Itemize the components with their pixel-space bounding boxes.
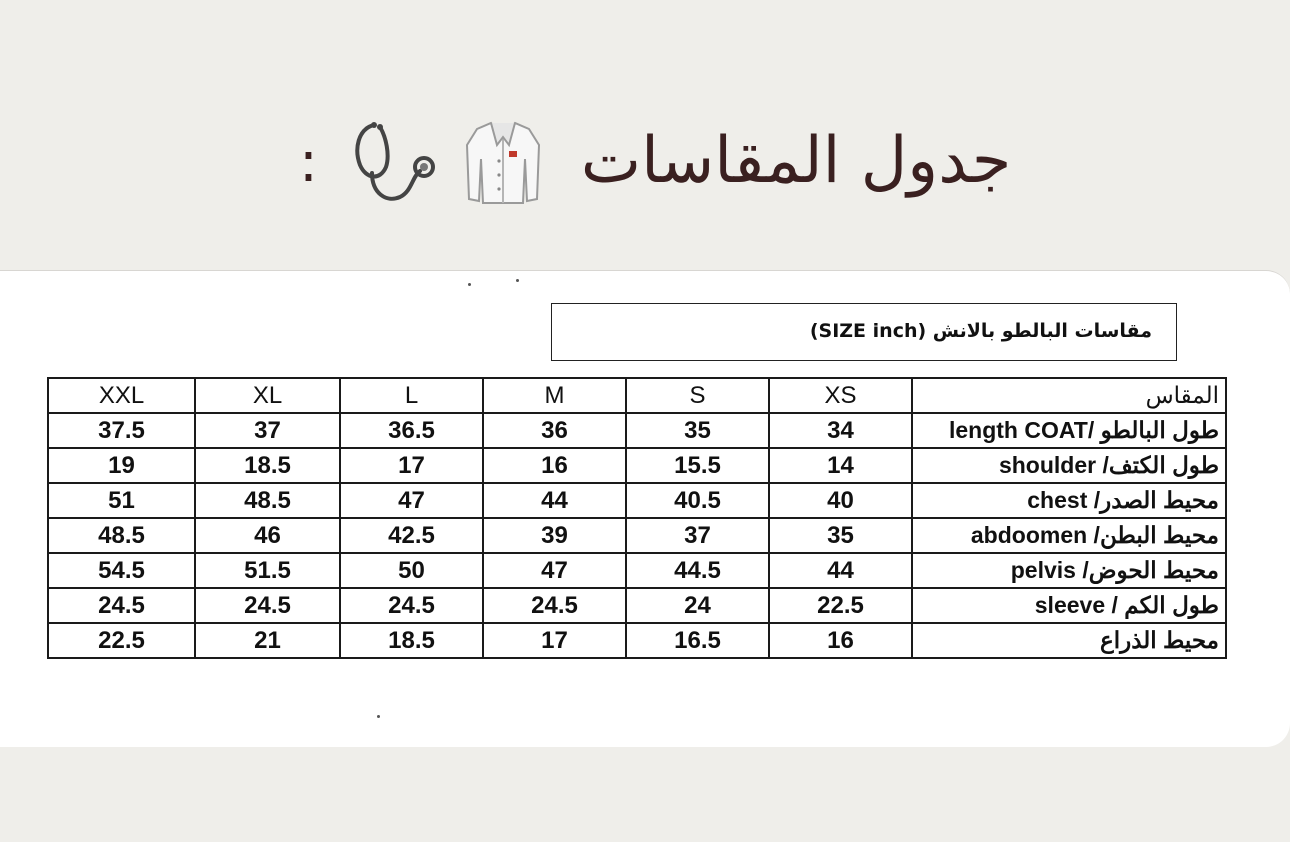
table-cell: 24.5	[340, 588, 483, 623]
size-header-xs: XS	[769, 378, 912, 413]
size-table	[47, 377, 1227, 659]
table-row	[48, 448, 1226, 483]
table-row	[48, 553, 1226, 588]
table-cell: 22.5	[769, 588, 912, 623]
row-label: محيط الذراع	[912, 623, 1226, 658]
table-cell: 21	[195, 623, 340, 658]
row-label: طول الكتف/ shoulder	[912, 448, 1226, 483]
caption-box	[551, 303, 1177, 361]
table-cell: 24	[626, 588, 769, 623]
size-header-xl: XL	[195, 378, 340, 413]
table-cell: 19	[48, 448, 195, 483]
lab-coat-icon	[463, 115, 543, 211]
table-cell: 18.5	[340, 623, 483, 658]
table-cell: 50	[340, 553, 483, 588]
size-header-xxl: XXL	[48, 378, 195, 413]
table-cell: 22.5	[48, 623, 195, 658]
table-cell: 47	[340, 483, 483, 518]
table-cell: 36	[483, 413, 626, 448]
table-cell: 44	[769, 553, 912, 588]
table-cell: 37	[626, 518, 769, 553]
table-cell: 51	[48, 483, 195, 518]
table-cell: 34	[769, 413, 912, 448]
table-cell: 18.5	[195, 448, 340, 483]
scan-speck	[468, 283, 471, 286]
size-header-s: S	[626, 378, 769, 413]
table-cell: 35	[769, 518, 912, 553]
title-colon: :	[299, 130, 318, 196]
table-cell: 36.5	[340, 413, 483, 448]
row-label: محيط الصدر/ chest	[912, 483, 1226, 518]
table-cell: 14	[769, 448, 912, 483]
table-cell: 54.5	[48, 553, 195, 588]
title-text: جدول المقاسات	[580, 124, 1012, 199]
row-label: محيط الحوض/ pelvis	[912, 553, 1226, 588]
table-row	[48, 413, 1226, 448]
table-row	[48, 588, 1226, 623]
table-cell: 51.5	[195, 553, 340, 588]
size-header-l: L	[340, 378, 483, 413]
table-cell: 37	[195, 413, 340, 448]
table-cell: 16.5	[626, 623, 769, 658]
table-cell: 39	[483, 518, 626, 553]
table-cell: 48.5	[195, 483, 340, 518]
measurement-header: المقاس	[912, 378, 1226, 413]
row-label: طول البالطو /length COAT	[912, 413, 1226, 448]
scan-speck	[377, 715, 380, 718]
title-icons	[279, 110, 543, 213]
table-cell: 17	[483, 623, 626, 658]
stethoscope-icon	[346, 115, 442, 211]
table-row	[48, 518, 1226, 553]
page-title	[0, 108, 1290, 213]
table-cell: 44.5	[626, 553, 769, 588]
table-cell: 47	[483, 553, 626, 588]
row-label: محيط البطن/ abdoomen	[912, 518, 1226, 553]
row-label: طول الكم / sleeve	[912, 588, 1226, 623]
table-cell: 24.5	[48, 588, 195, 623]
table-cell: 17	[340, 448, 483, 483]
table-row	[48, 623, 1226, 658]
table-cell: 48.5	[48, 518, 195, 553]
table-cell: 44	[483, 483, 626, 518]
table-cell: 37.5	[48, 413, 195, 448]
table-cell: 46	[195, 518, 340, 553]
caption-text: مقاسات البالطو بالانش (SIZE inch)	[809, 320, 1152, 342]
table-row	[48, 483, 1226, 518]
table-cell: 40.5	[626, 483, 769, 518]
header-area	[0, 0, 1290, 270]
table-cell: 24.5	[195, 588, 340, 623]
table-cell: 40	[769, 483, 912, 518]
table-cell: 24.5	[483, 588, 626, 623]
table-cell: 15.5	[626, 448, 769, 483]
table-cell: 16	[483, 448, 626, 483]
table-cell: 42.5	[340, 518, 483, 553]
size-chart-card	[0, 270, 1290, 747]
table-cell: 35	[626, 413, 769, 448]
table-cell: 16	[769, 623, 912, 658]
size-header-m: M	[483, 378, 626, 413]
table-header-row	[48, 378, 1226, 413]
scan-speck	[516, 279, 519, 282]
